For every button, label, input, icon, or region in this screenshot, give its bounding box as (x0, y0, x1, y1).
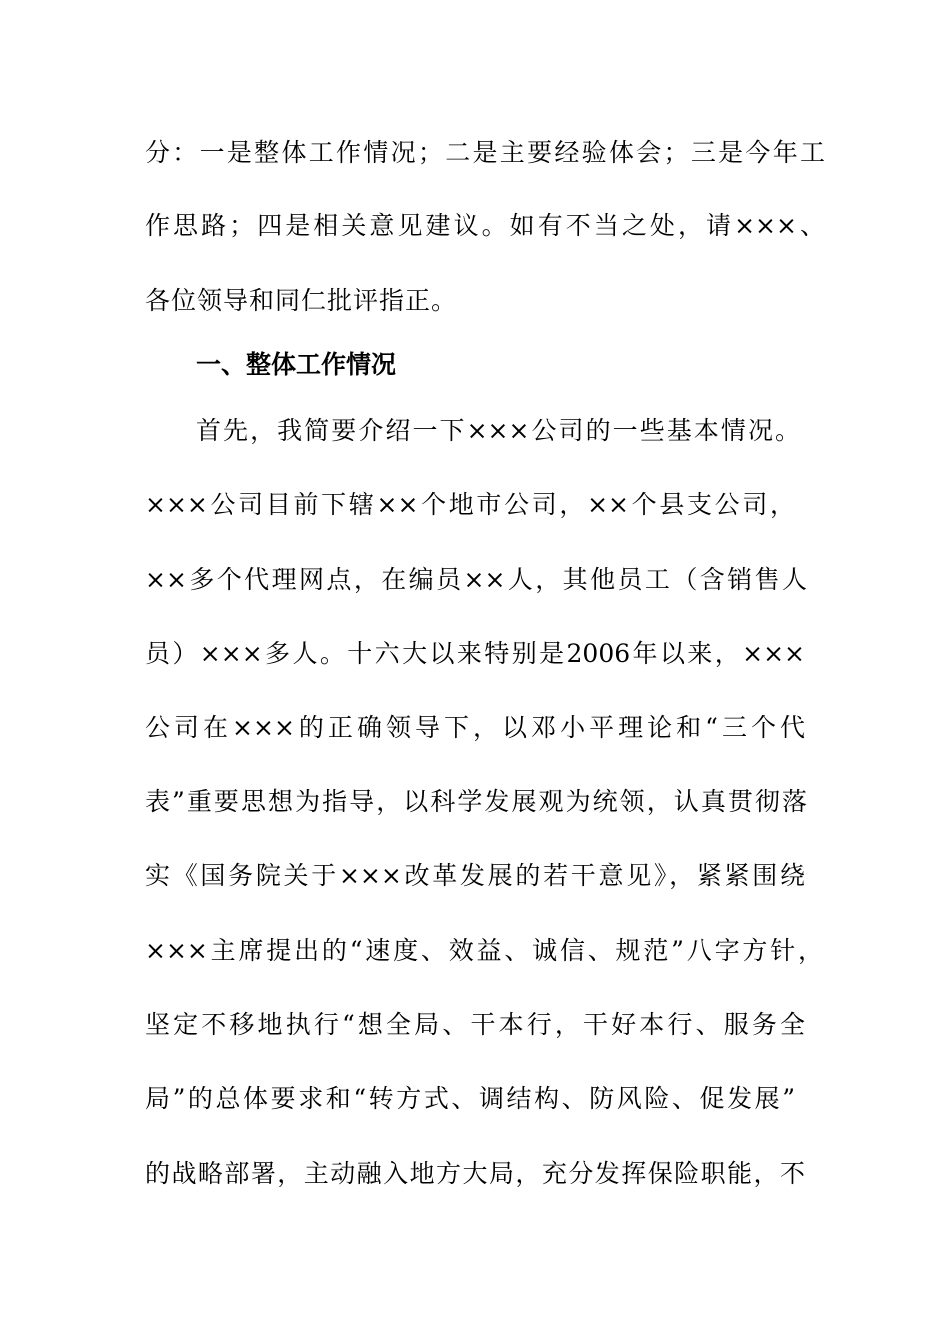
paragraph-line-6: 表”重要思想为指导，以科学发展观为统领，认真贯彻落 (145, 787, 807, 816)
paragraph-line-8: ×××主席提出的“速度、效益、诚信、规范”八字方针， (145, 936, 823, 965)
paragraph-line-9: 坚定不移地执行“想全局、干本行，干好本行、服务全 (145, 1010, 805, 1039)
text-line-3: 各位领导和同仁批评指正。 (145, 286, 458, 315)
text-line-2: 作思路；四是相关意见建议。如有不当之处，请×××、 (145, 211, 825, 240)
paragraph-line-5: 公司在×××的正确领导下，以邓小平理论和“三个代 (145, 713, 805, 742)
text-line-1: 分：一是整体工作情况；二是主要经验体会；三是今年工 (145, 138, 825, 167)
paragraph-line-11: 的战略部署，主动融入地方大局，充分发挥保险职能，不 (145, 1159, 805, 1188)
paragraph-line-2: ×××公司目前下辖××个地市公司，××个县支公司， (145, 490, 795, 519)
paragraph-line-4: 员）×××多人。十六大以来特别是2006年以来，××× (145, 639, 805, 668)
paragraph-line-1: 首先，我简要介绍一下×××公司的一些基本情况。 (196, 416, 800, 445)
section-heading: 一、整体工作情况 (196, 350, 397, 379)
paragraph-line-7: 实《国务院关于×××改革发展的若干意见》，紧紧围绕 (145, 861, 805, 890)
paragraph-line-10: 局”的总体要求和“转方式、调结构、防风险、促发展” (145, 1084, 795, 1113)
paragraph-line-3: ××多个代理网点，在编员××人，其他员工（含销售人 (145, 565, 807, 594)
